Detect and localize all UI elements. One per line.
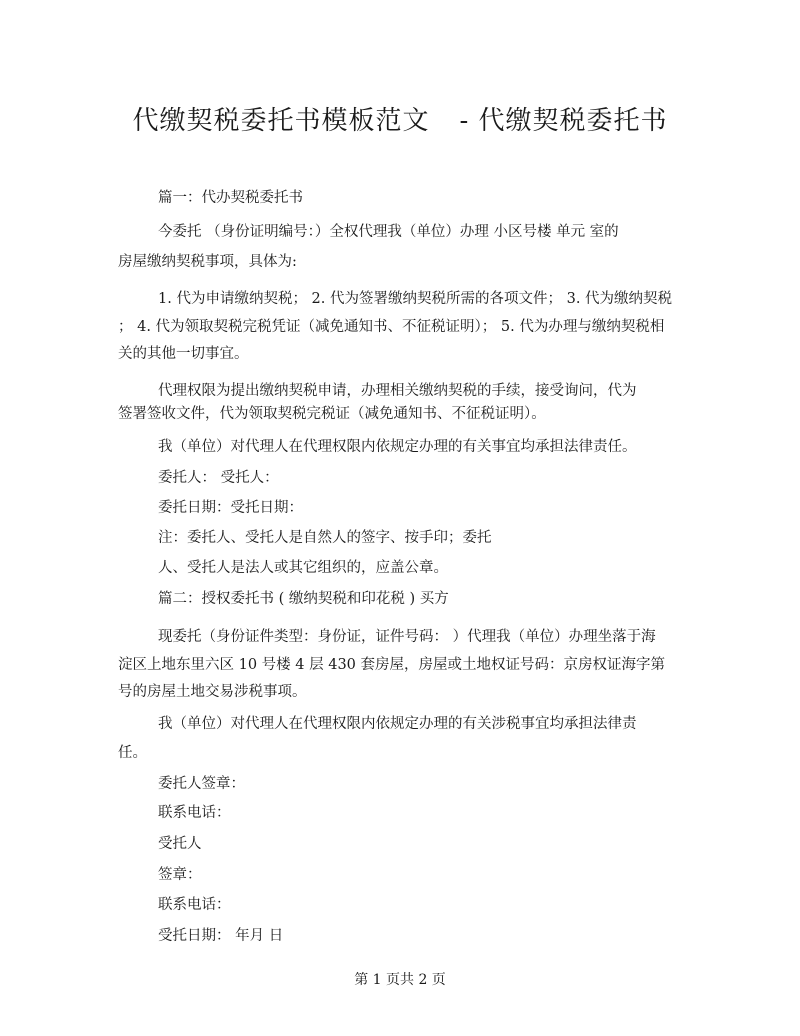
date-line: 委托日期：受托日期： <box>158 500 303 516</box>
phone-line: 联系电话： <box>158 897 231 913</box>
paragraph-line: 代理权限为提出缴纳契税申请，办理相关缴纳契税的手续，接受询问，代为 <box>158 383 637 399</box>
paragraph-line: ； 4. 代为领取契税完税凭证（减免通知书、不征税证明）； 5. 代为办理与缴纳契税相 <box>118 319 665 335</box>
paragraph-line: 关的其他一切事宜。 <box>118 346 249 362</box>
paragraph-line: 1. 代为申请缴纳契税； 2. 代为签署缴纳契税所需的各项文件； 3. 代为缴纳契税 <box>158 291 673 307</box>
title-main: 代缴契税委托书模板范文 <box>132 106 430 136</box>
title-sub: - 代缴契税委托书 <box>459 106 668 136</box>
note-line: 人、受托人是法人或其它组织的，应盖公章。 <box>158 560 448 576</box>
paragraph-line: 淀区上地东里六区 10 号楼 4 层 430 套房屋，房屋或土地权证号码：京房权证海字第 <box>118 657 666 673</box>
phone-line: 联系电话： <box>158 805 231 821</box>
paragraph-line: 今委托 （身份证明编号：）全权代理我（单位）办理 小区号楼 单元 室的 <box>158 224 619 240</box>
paragraph-line: 任。 <box>118 745 147 761</box>
paragraph-line: 房屋缴纳契税事项，具体为: <box>118 254 297 270</box>
paragraph-line: 签署签收文件，代为领取契税完税证（减免通知书、不征税证明）。 <box>118 406 546 422</box>
paragraph-line: 我（单位）对代理人在代理权限内依规定办理的有关事宜均承担法律责任。 <box>158 439 637 455</box>
signature-line: 委托人签章： <box>158 776 245 792</box>
document-title <box>0 104 800 138</box>
signature-line: 受托人 <box>158 836 202 852</box>
signature-line: 签章： <box>158 867 202 883</box>
signature-line: 委托人： 受托人： <box>158 470 279 486</box>
note-line: 注：委托人、受托人是自然人的签字、按手印；委托 <box>158 530 492 546</box>
page-footer: 第 1 页共 2 页 <box>354 972 446 988</box>
paragraph-line: 我（单位）对代理人在代理权限内依规定办理的有关涉税事宜均承担法律责 <box>158 716 637 732</box>
section-heading-2: 篇二：授权委托书 ( 缴纳契税和印花税 ) 买方 <box>158 591 449 607</box>
section-heading-1: 篇一：代办契税委托书 <box>158 190 303 206</box>
date-line: 受托日期： 年月 日 <box>158 928 284 944</box>
paragraph-line: 号的房屋土地交易涉税事项。 <box>118 684 307 700</box>
paragraph-line: 现委托（身份证件类型：身份证，证件号码： ）代理我（单位）办理坐落于海 <box>158 629 656 645</box>
